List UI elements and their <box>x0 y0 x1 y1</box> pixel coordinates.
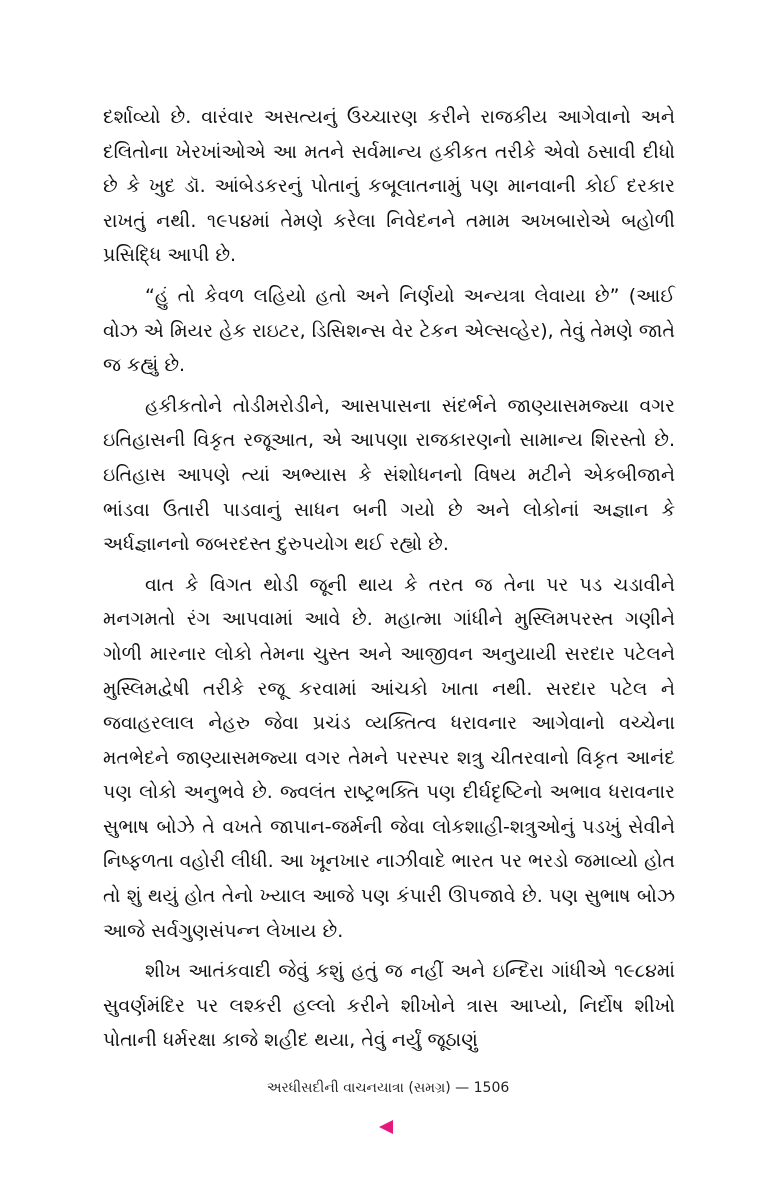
paragraph-4: વાત કે વિગત થોડી જૂની થાય કે તરત જ તેના પર પડ ચડાવીને મનગમતો રંગ આપવામાં આવે છે. મહાત્મા ગાંધીને મુસ્લિમપરસ્ત ગણીને ગોળી મારનાર લોકો તેમના ચુસ્ત અને આજીવન અનુયાયી સરદાર પટેલને મુસ્લિમદ્વેષી તરીકે રજૂ કરવામાં આંચકો ખાતા નથી. સરદાર પટેલ ને જવાહરલાલ નેહરુ જેવા પ્રચંડ વ્યક્તિત્વ ધરાવનાર આગેવાનો વચ્ચેના મતભેદને જાણ્યાસમજ્યા વગર તેમને પરસ્પર શત્રુ ચીતરવાનો વિકૃત આનંદ પણ લોકો અનુભવે છે. જ્વલંત રાષ્ટ્રભક્તિ પણ દીર્ઘદૃષ્ટિનો અભાવ ધરાવનાર સુભાષ બોઝે તે વખતે જાપાન-જર્મની જેવા લોકશાહી-શત્રુઓનું પડખું સેવીને નિષ્ફળતા વહોરી લીધી. આ ખૂનખાર નાઝીવાદે ભારત પર ભરડો જમાવ્યો હોત તો શું થયું હોત તેનો ખ્યાલ આજે પણ કંપારી ઊપજાવે છે. પણ સુભાષ બોઝ આજે સર્વગુણસંપન્ન લેખાય છે. <box>103 573 675 942</box>
page-footer: અરધીસદીની વાચનયાત્રા (સમગ્ર) — 1506 <box>266 1080 510 1096</box>
body-text <box>103 100 675 1058</box>
paragraph-5: શીખ આતંકવાદી જેવું કશું હતું જ નહીં અને ઇન્દિરા ગાંધીએ ૧૯૮૪માં સુવર્ણમંદિર પર લશ્કરી હલ્લો કરીને શીખોને ત્રાસ આપ્યો, નિર્દોષ શીખો પોતાની ધર્મરક્ષા કાજે શહીદ થયા, તેવું નર્યું જૂઠાણું <box>103 960 675 1052</box>
paragraph-1: દર્શાવ્યો છે. વારંવાર અસત્યનું ઉચ્ચારણ કરીને રાજકીય આગેવાનો અને દલિતોના ખેરખાંઓએ આ મતને સર્વમાન્ય હકીકત તરીકે એવો ઠસાવી દીધો છે કે ખુદ ડૉ. આંબેડકરનું પોતાનું કબૂલાતનામું પણ માનવાની કોઈ દરકાર રાખતું નથી. ૧૯૫૪માં તેમણે કરેલા નિવેદનને તમામ અખબારોએ બહોળી પ્રસિદ્ધિ આપી છે. <box>103 106 675 267</box>
previous-page-icon[interactable] <box>379 1120 393 1134</box>
paragraph-3: હકીકતોને તોડીમરોડીને, આસપાસના સંદર્ભને જાણ્યાસમજ્યા વગર ઇતિહાસની વિકૃત રજૂઆત, એ આપણા રાજકારણનો સામાન્ય શિરસ્તો છે. ઇતિહાસ આપણે ત્યાં અભ્યાસ કે સંશોધનનો વિષય મટીને એકબીજાને ભાંડવા ઉતારી પાડવાનું સાધન બની ગયો છે અને લોકોનાં અજ્ઞાન કે અર્ધજ્ઞાનનો જબરદસ્ત દુરુપયોગ થઈ રહ્યો છે. <box>103 394 675 556</box>
paragraph-2: “હું તો કેવળ લહિયો હતો અને નિર્ણયો અન્યત્રા લેવાયા છે” (આઈ વોઝ એ મિયર હેક રાઇટર, ડિસિશન્સ વેર ટેકન એલ્સવ્હેર), તેવું તેમણે જાતે જ કહ્યું છે. <box>103 284 675 377</box>
